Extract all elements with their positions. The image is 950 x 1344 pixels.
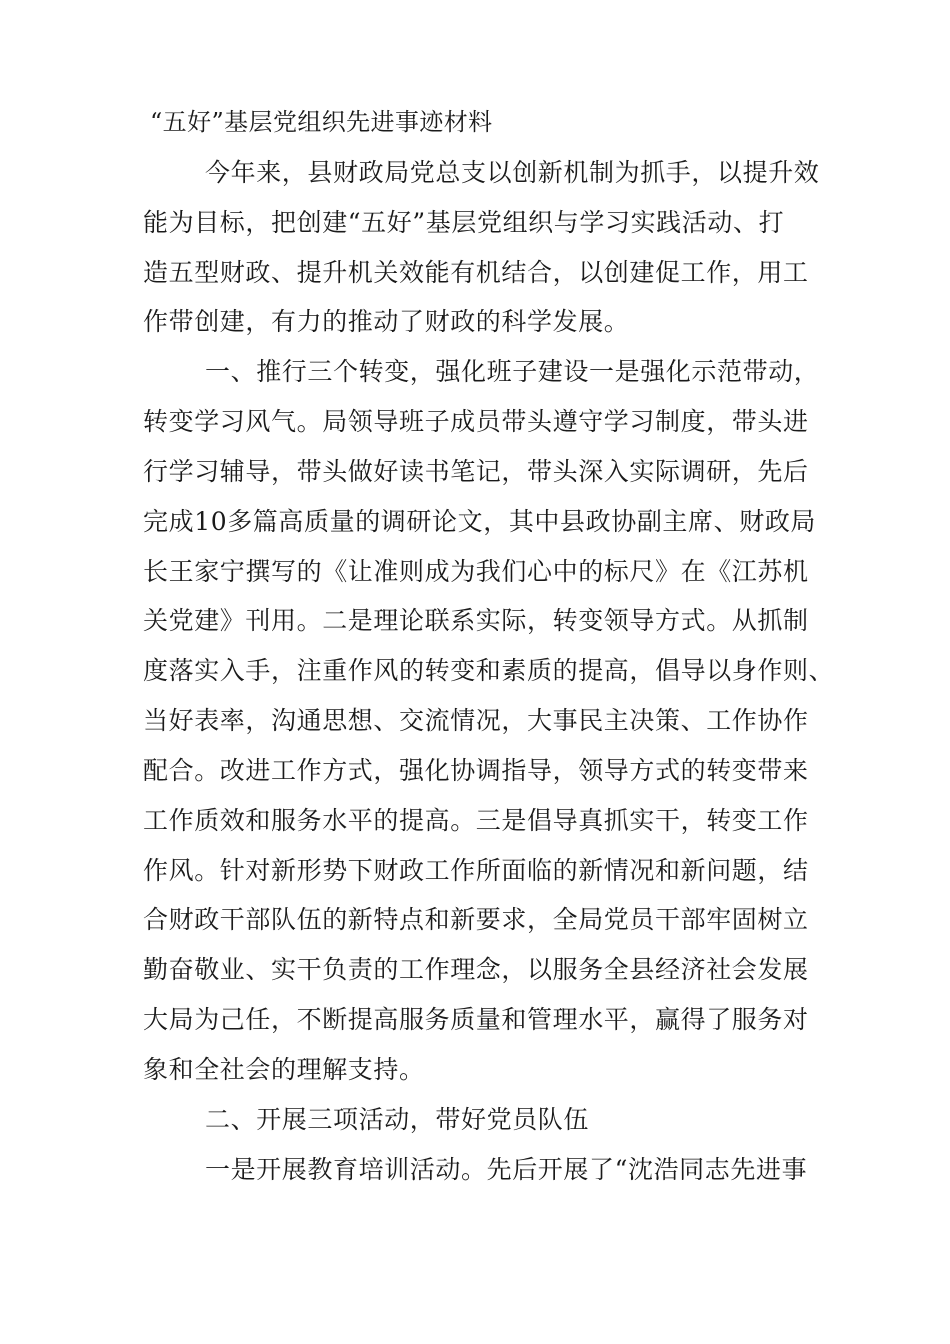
text-line: 象和全社会的理解支持。	[143, 1055, 425, 1084]
text-line: 造五型财政、提升机关效能有机结合，以创建促工作，用工	[143, 258, 809, 287]
text-line: 合财政干部队伍的新特点和新要求，全局党员干部牢固树立	[143, 905, 809, 934]
text-line: 勤奋敬业、实干负责的工作理念，以服务全县经济社会发展	[143, 955, 809, 984]
text-line: 当好表率，沟通思想、交流情况，大事民主决策、工作协作	[143, 706, 809, 735]
text-line: 长王家宁撰写的《让准则成为我们心中的标尺》在《江苏机	[143, 557, 809, 586]
document-title: “五好”基层党组织先进事迹材料	[150, 108, 493, 136]
text-line: 配合。改进工作方式，强化协调指导，领导方式的转变带来	[143, 756, 809, 785]
text-line: 作带创建，有力的推动了财政的科学发展。	[143, 307, 630, 336]
text-line: 完成10多篇高质量的调研论文，其中县政协副主席、财政局	[143, 507, 817, 536]
text-line: 转变学习风气。局领导班子成员带头遵守学习制度，带头进	[143, 407, 809, 436]
text-line: 行学习辅导，带头做好读书笔记，带头深入实际调研，先后	[143, 457, 809, 486]
text-line: 大局为己任，不断提高服务质量和管理水平，赢得了服务对	[143, 1005, 809, 1034]
text-line: 能为目标，把创建“五好”基层党组织与学习实践活动、打	[143, 208, 785, 237]
text-line: 今年来，县财政局党总支以创新机制为抓手，以提升效	[205, 158, 820, 187]
text-line: 作风。针对新形势下财政工作所面临的新情况和新问题，结	[143, 856, 809, 885]
text-line: 工作质效和服务水平的提高。三是倡导真抓实干，转变工作	[143, 806, 809, 835]
text-line: 度落实入手，注重作风的转变和素质的提高，倡导以身作则、	[143, 656, 835, 685]
text-line: 一、推行三个转变，强化班子建设一是强化示范带动，	[205, 357, 820, 386]
section-heading: 二、开展三项活动，带好党员队伍	[205, 1105, 590, 1134]
text-line: 一是开展教育培训活动。先后开展了“沈浩同志先进事	[205, 1155, 808, 1184]
text-line: 关党建》刊用。二是理论联系实际，转变领导方式。从抓制	[143, 606, 809, 635]
